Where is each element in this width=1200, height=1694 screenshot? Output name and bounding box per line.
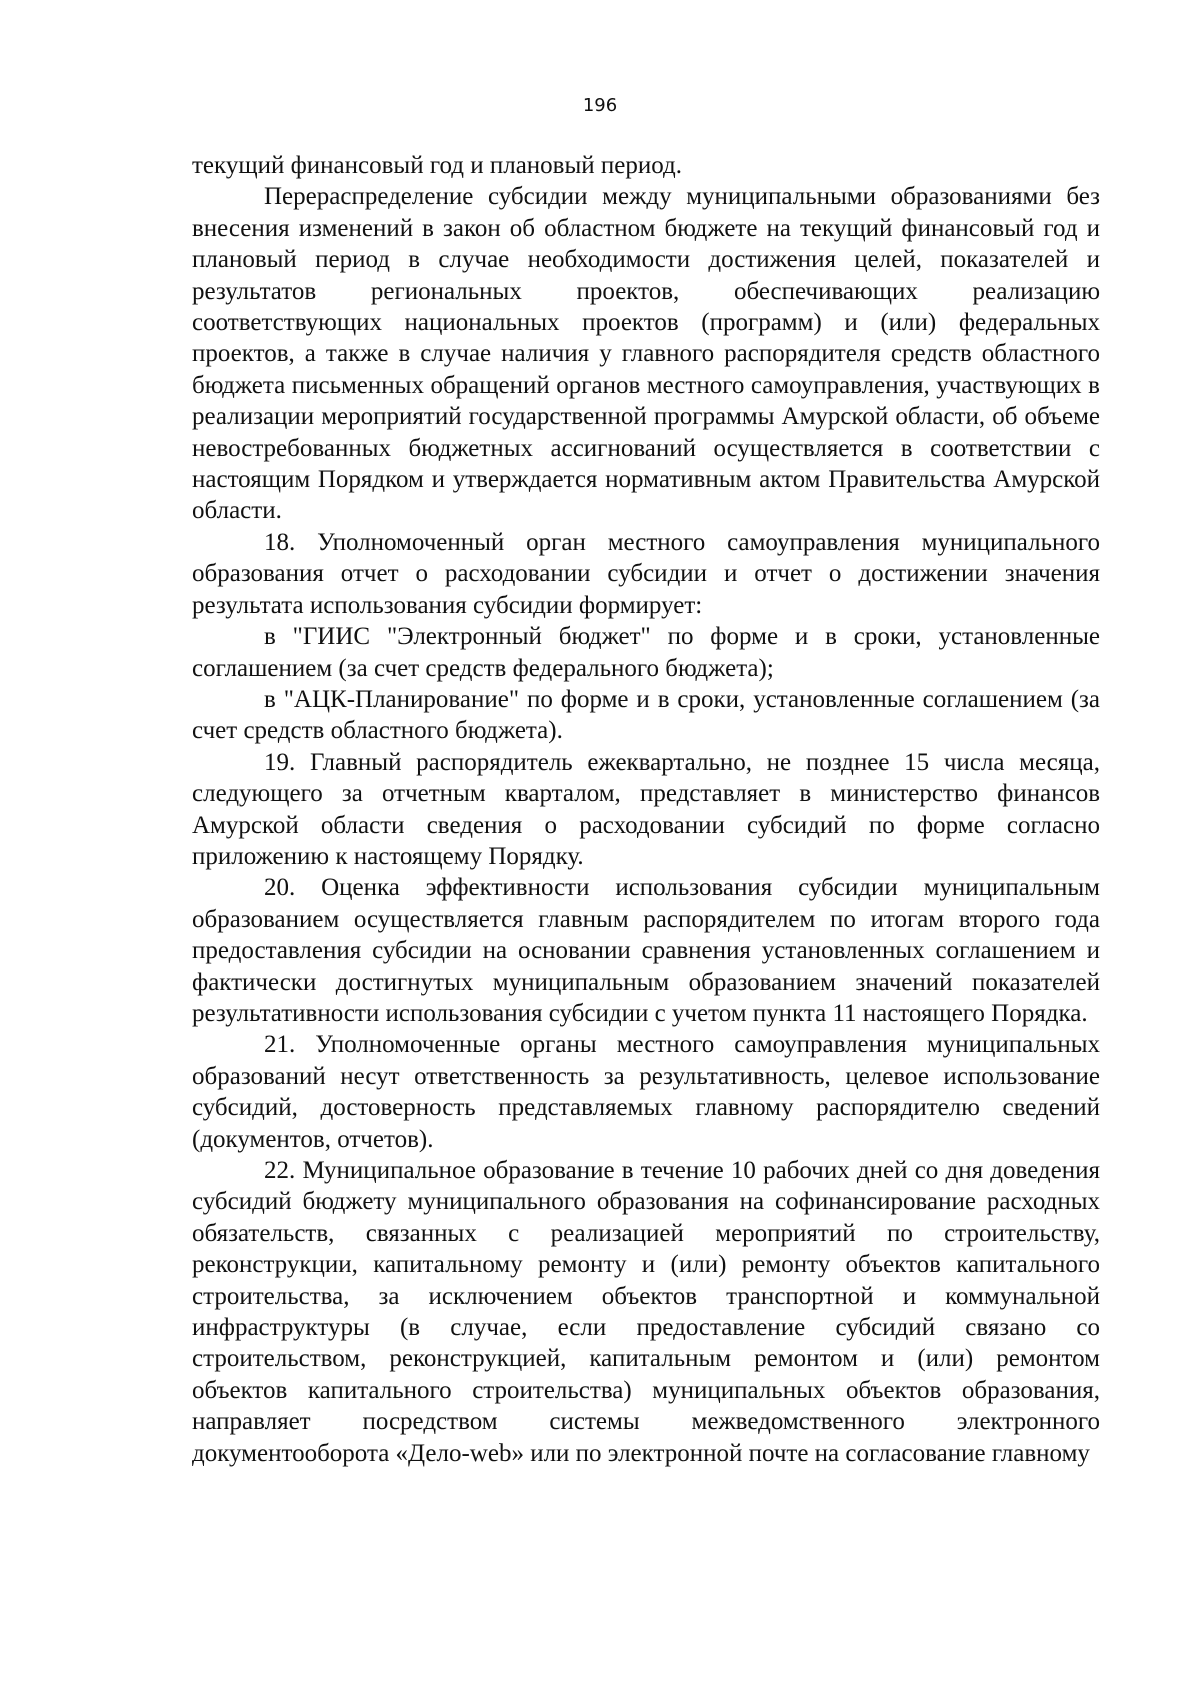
paragraph-item-19: 19. Главный распорядитель ежеквартально, не позднее 15 числа месяца, следующего за отчетным кварталом, представляет в министерство финансов Амурской области сведения о расходовании субсидий по форме согласно приложению к настоящему Порядку. [192, 748, 1100, 870]
paragraph-redistribution: Перераспределение субсидии между муниципальными образованиями без внесения изменений в закон об областном бюджете на текущий финансовый год и плановый период в случае необходимости достижения целей, показателей и результатов региональных проектов, обеспечивающих реализацию соответствующих национальных проектов (программ) и (или) федеральных проектов, а также в случае наличия у главного распорядителя средств областного бюджета письменных обращений органов местного самоуправления, участвующих в реализации мероприятий государственной программы Амурской области, об объеме невостребованных бюджетных ассигнований осуществляется в соответствии с настоящим Порядком и утверждается нормативным актом Правительства Амурской области. [192, 183, 1100, 525]
document-body [192, 150, 1100, 1469]
paragraph-item-21: 21. Уполномоченные органы местного самоуправления муниципальных образований несут ответственность за результативность, целевое использование субсидий, достоверность представляемых главному распорядителю сведений (документов, отчетов). [192, 1031, 1100, 1153]
page-number: 196 [582, 95, 618, 116]
paragraph-item-18-giis: в "ГИИС "Электронный бюджет" по форме и в сроки, установленные соглашением (за счет средств федерального бюджета); [192, 623, 1100, 682]
paragraph-item-18: 18. Уполномоченный орган местного самоуправления муниципального образования отчет о расходовании субсидии и отчет о достижении значения результата использования субсидии формирует: [192, 528, 1100, 619]
paragraph-item-18-ack: в "АЦК-Планирование" по форме и в сроки, установленные соглашением (за счет средств областного бюджета). [192, 685, 1100, 745]
paragraph-continuation: текущий финансовый год и плановый период. [192, 152, 683, 179]
paragraph-item-20: 20. Оценка эффективности использования субсидии муниципальным образованием осуществляется главным распорядителем по итогам второго года предоставления субсидии на основании сравнения установленных соглашением и фактически достигнутых муниципальным образованием значений показателей результативности использования субсидии с учетом пункта 11 настоящего Порядка. [192, 874, 1100, 1027]
paragraph-item-22: 22. Муниципальное образование в течение 10 рабочих дней со дня доведения субсидий бюджету муниципального образования на софинансирование расходных обязательств, связанных с реализацией мероприятий по строительству, реконструкции, капитальному ремонту и (или) ремонту объектов капитального строительства, за исключением объектов транспортной и коммунальной инфраструктуры (в случае, если предоставление субсидий связано со строительством, реконструкцией, капитальным ремонтом и (или) ремонтом объектов капитального строительства) муниципальных объектов образования, направляет посредством системы межведомственного электронного документооборота «Дело-web» или по электронной почте на согласование главному [192, 1157, 1100, 1467]
